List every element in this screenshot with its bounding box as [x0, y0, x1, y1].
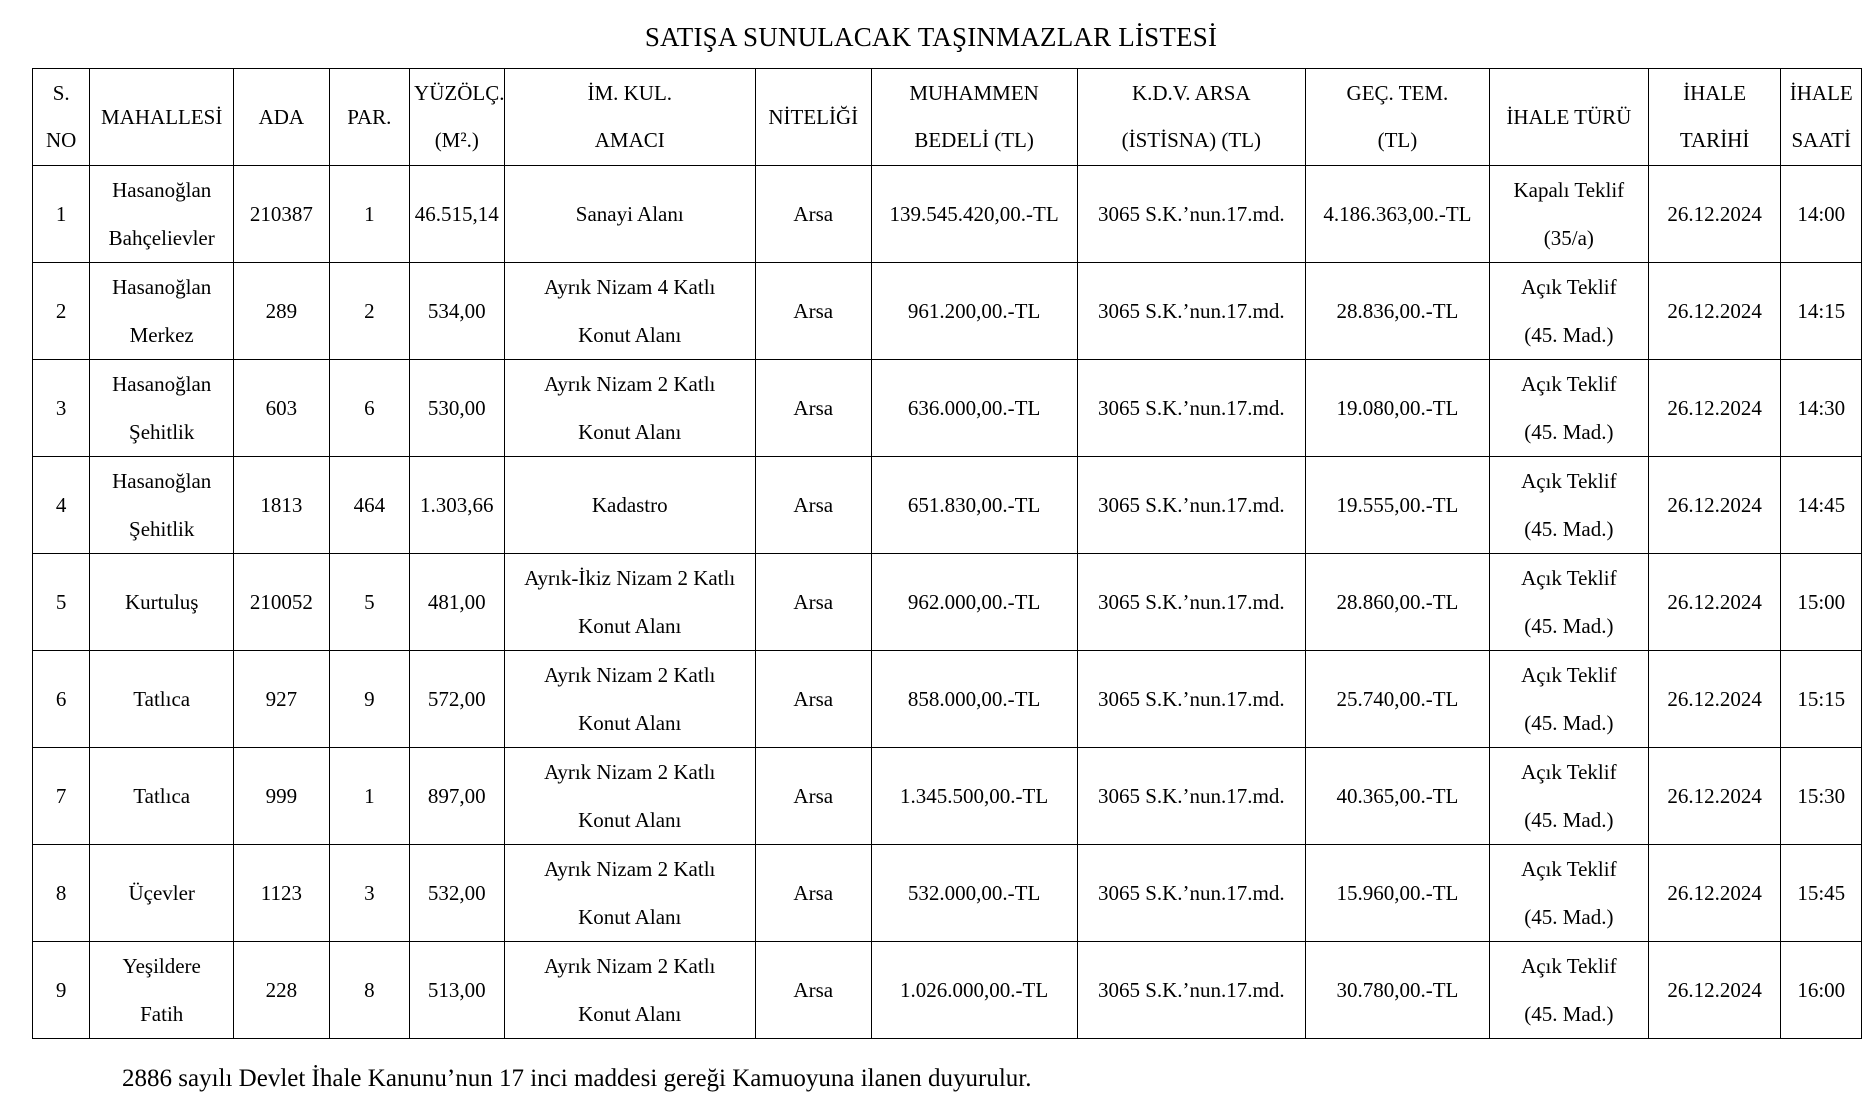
cell-mahallesi [90, 748, 234, 845]
cell-ihale-turu [1489, 457, 1648, 554]
cell-imar-amaci-line: Konut Alanı [578, 808, 682, 832]
header-text: İHALE TÜRÜ [1506, 104, 1632, 129]
cell-ihale-turu [1489, 263, 1648, 360]
cell-ihale-turu-line: (45. Mad.) [1524, 420, 1614, 444]
cell-gecici-teminat: 4.186.363,00.-TL [1305, 166, 1489, 263]
cell-mahallesi-line: Hasanoğlan [112, 275, 212, 299]
header-muhammen-bedeli [871, 69, 1077, 166]
cell-mahallesi-line: Yeşildere [122, 954, 201, 978]
cell-ihale-saati: 15:45 [1781, 845, 1862, 942]
cell-imar-amaci-line: Ayrık Nizam 4 Katlı [544, 275, 716, 299]
cell-parsel: 1 [329, 166, 409, 263]
cell-mahallesi-line: Kurtuluş [124, 590, 199, 614]
cell-ihale-tarihi: 26.12.2024 [1648, 748, 1781, 845]
cell-ihale-saati: 14:00 [1781, 166, 1862, 263]
cell-imar-amaci [504, 166, 755, 263]
header-text: ADA [258, 104, 305, 129]
header-text: (İSTİSNA) (TL) [1121, 128, 1261, 152]
header-mahallesi [90, 69, 234, 166]
cell-imar-amaci [504, 554, 755, 651]
cell-imar-amaci [504, 263, 755, 360]
cell-ihale-saati: 16:00 [1781, 942, 1862, 1039]
cell-gecici-teminat: 19.080,00.-TL [1305, 360, 1489, 457]
cell-gecici-teminat: 40.365,00.-TL [1305, 748, 1489, 845]
cell-ada: 228 [234, 942, 330, 1039]
cell-ada: 210387 [234, 166, 330, 263]
cell-imar-amaci-line: Ayrık Nizam 2 Katlı [544, 372, 716, 396]
cell-ihale-turu-line: (45. Mad.) [1524, 517, 1614, 541]
cell-kdv-arsa: 3065 S.K.’nun.17.md. [1077, 748, 1305, 845]
cell-ihale-saati: 15:00 [1781, 554, 1862, 651]
cell-kdv-arsa: 3065 S.K.’nun.17.md. [1077, 942, 1305, 1039]
table-row [33, 942, 1862, 1039]
cell-imar-amaci-line: Kadastro [591, 493, 668, 517]
cell-mahallesi [90, 651, 234, 748]
cell-mahallesi-line: Şehitlik [129, 517, 195, 541]
cell-ihale-tarihi: 26.12.2024 [1648, 457, 1781, 554]
cell-imar-amaci [504, 845, 755, 942]
cell-niteligi: Arsa [755, 942, 871, 1039]
cell-ihale-saati: 15:30 [1781, 748, 1862, 845]
cell-ihale-turu [1489, 554, 1648, 651]
cell-kdv-arsa: 3065 S.K.’nun.17.md. [1077, 360, 1305, 457]
cell-parsel: 8 [329, 942, 409, 1039]
cell-sira-no: 5 [33, 554, 90, 651]
cell-imar-amaci [504, 360, 755, 457]
table-row [33, 554, 1862, 651]
cell-mahallesi [90, 166, 234, 263]
cell-kdv-arsa: 3065 S.K.’nun.17.md. [1077, 457, 1305, 554]
cell-muhammen-bedeli: 636.000,00.-TL [871, 360, 1077, 457]
table-header-row [33, 69, 1862, 166]
cell-ihale-turu [1489, 942, 1648, 1039]
cell-mahallesi-line: Hasanoğlan [112, 178, 212, 202]
header-text: NİTELİĞİ [768, 104, 859, 129]
header-yuzolcum [410, 69, 505, 166]
cell-ada: 1813 [234, 457, 330, 554]
cell-yuzolcum: 530,00 [410, 360, 505, 457]
cell-gecici-teminat: 15.960,00.-TL [1305, 845, 1489, 942]
cell-ihale-tarihi: 26.12.2024 [1648, 166, 1781, 263]
cell-yuzolcum: 46.515,14 [410, 166, 505, 263]
cell-mahallesi-line: Hasanoğlan [112, 469, 212, 493]
header-text: PAR. [347, 104, 392, 129]
table-row [33, 651, 1862, 748]
header-text: MUHAMMEN [909, 81, 1039, 105]
cell-imar-amaci-line: Ayrık-İkiz Nizam 2 Katlı [524, 566, 736, 590]
header-ihale-saati [1781, 69, 1862, 166]
header-text: BEDELİ (TL) [914, 128, 1034, 152]
property-list-table [32, 68, 1862, 1039]
cell-muhammen-bedeli: 1.026.000,00.-TL [871, 942, 1077, 1039]
cell-sira-no: 8 [33, 845, 90, 942]
cell-sira-no: 1 [33, 166, 90, 263]
cell-imar-amaci-line: Ayrık Nizam 2 Katlı [544, 954, 716, 978]
cell-ihale-turu-line: (45. Mad.) [1524, 1002, 1614, 1026]
cell-yuzolcum: 1.303,66 [410, 457, 505, 554]
cell-gecici-teminat: 19.555,00.-TL [1305, 457, 1489, 554]
cell-imar-amaci-line: Konut Alanı [578, 905, 682, 929]
cell-parsel: 2 [329, 263, 409, 360]
cell-ihale-turu-line: Kapalı Teklif [1513, 178, 1625, 202]
cell-ihale-turu [1489, 166, 1648, 263]
cell-imar-amaci-line: Ayrık Nizam 2 Katlı [544, 857, 716, 881]
cell-sira-no: 4 [33, 457, 90, 554]
cell-ihale-tarihi: 26.12.2024 [1648, 554, 1781, 651]
cell-yuzolcum: 481,00 [410, 554, 505, 651]
header-text: İHALE [1789, 81, 1853, 105]
cell-mahallesi [90, 263, 234, 360]
cell-niteligi: Arsa [755, 360, 871, 457]
cell-parsel: 3 [329, 845, 409, 942]
cell-ada: 927 [234, 651, 330, 748]
header-kdv-arsa [1077, 69, 1305, 166]
table-row [33, 457, 1862, 554]
header-text: SAATİ [1791, 128, 1851, 152]
table-row [33, 845, 1862, 942]
cell-mahallesi-line: Üçevler [128, 881, 195, 905]
page-title: SATIŞA SUNULACAK TAŞINMAZLAR LİSTESİ [644, 22, 1218, 52]
cell-imar-amaci [504, 748, 755, 845]
cell-parsel: 9 [329, 651, 409, 748]
header-imar-amaci [504, 69, 755, 166]
cell-muhammen-bedeli: 858.000,00.-TL [871, 651, 1077, 748]
cell-yuzolcum: 532,00 [410, 845, 505, 942]
cell-niteligi: Arsa [755, 263, 871, 360]
cell-niteligi: Arsa [755, 651, 871, 748]
header-text: NO [45, 128, 77, 152]
cell-niteligi: Arsa [755, 457, 871, 554]
table-row [33, 360, 1862, 457]
cell-ihale-tarihi: 26.12.2024 [1648, 651, 1781, 748]
cell-imar-amaci [504, 457, 755, 554]
cell-ihale-saati: 14:45 [1781, 457, 1862, 554]
cell-sira-no: 9 [33, 942, 90, 1039]
cell-imar-amaci-line: Ayrık Nizam 2 Katlı [544, 663, 716, 687]
cell-ihale-turu-line: (45. Mad.) [1524, 614, 1614, 638]
cell-mahallesi-line: Tatlıca [133, 784, 191, 808]
cell-ihale-turu [1489, 360, 1648, 457]
cell-yuzolcum: 897,00 [410, 748, 505, 845]
cell-gecici-teminat: 28.860,00.-TL [1305, 554, 1489, 651]
header-text: K.D.V. ARSA [1131, 81, 1251, 105]
cell-niteligi: Arsa [755, 845, 871, 942]
cell-imar-amaci-line: Ayrık Nizam 2 Katlı [544, 760, 716, 784]
cell-niteligi: Arsa [755, 166, 871, 263]
cell-ihale-turu-line: Açık Teklif [1521, 275, 1617, 299]
cell-imar-amaci-line: Konut Alanı [578, 1002, 682, 1026]
cell-mahallesi-line: Hasanoğlan [112, 372, 212, 396]
cell-imar-amaci-line: Konut Alanı [578, 614, 682, 638]
cell-ihale-tarihi: 26.12.2024 [1648, 942, 1781, 1039]
cell-sira-no: 2 [33, 263, 90, 360]
cell-ihale-turu-line: Açık Teklif [1521, 663, 1617, 687]
cell-mahallesi [90, 457, 234, 554]
cell-niteligi: Arsa [755, 554, 871, 651]
cell-ihale-turu [1489, 651, 1648, 748]
cell-imar-amaci [504, 942, 755, 1039]
cell-ihale-turu-line: Açık Teklif [1521, 857, 1617, 881]
cell-mahallesi-line: Fatih [140, 1002, 184, 1026]
cell-ihale-turu-line: Açık Teklif [1521, 760, 1617, 784]
cell-mahallesi [90, 942, 234, 1039]
cell-muhammen-bedeli: 532.000,00.-TL [871, 845, 1077, 942]
cell-gecici-teminat: 30.780,00.-TL [1305, 942, 1489, 1039]
cell-mahallesi [90, 845, 234, 942]
header-ihale-tarihi [1648, 69, 1781, 166]
cell-parsel: 6 [329, 360, 409, 457]
header-ada [234, 69, 330, 166]
cell-muhammen-bedeli: 1.345.500,00.-TL [871, 748, 1077, 845]
cell-ada: 289 [234, 263, 330, 360]
cell-ihale-tarihi: 26.12.2024 [1648, 263, 1781, 360]
table-row [33, 263, 1862, 360]
table-row [33, 166, 1862, 263]
cell-ihale-saati: 14:30 [1781, 360, 1862, 457]
cell-parsel: 464 [329, 457, 409, 554]
cell-ihale-tarihi: 26.12.2024 [1648, 360, 1781, 457]
cell-mahallesi-line: Bahçelievler [108, 226, 215, 250]
cell-imar-amaci-line: Sanayi Alanı [575, 202, 684, 226]
header-ihale-turu [1489, 69, 1648, 166]
header-text: AMACI [594, 128, 665, 152]
cell-yuzolcum: 534,00 [410, 263, 505, 360]
header-text: YÜZÖLÇ. [414, 81, 505, 105]
cell-ihale-turu [1489, 845, 1648, 942]
cell-yuzolcum: 572,00 [410, 651, 505, 748]
table-body [33, 166, 1862, 1039]
cell-ada: 1123 [234, 845, 330, 942]
cell-ihale-turu-line: Açık Teklif [1521, 372, 1617, 396]
cell-ihale-turu [1489, 748, 1648, 845]
header-text: S. [52, 81, 70, 105]
cell-sira-no: 3 [33, 360, 90, 457]
cell-mahallesi-line: Şehitlik [129, 420, 195, 444]
cell-muhammen-bedeli: 962.000,00.-TL [871, 554, 1077, 651]
cell-niteligi: Arsa [755, 748, 871, 845]
header-text: (M².) [434, 128, 479, 152]
cell-ihale-saati: 15:15 [1781, 651, 1862, 748]
cell-muhammen-bedeli: 139.545.420,00.-TL [871, 166, 1077, 263]
cell-sira-no: 6 [33, 651, 90, 748]
header-text: İM. KUL. [587, 81, 673, 105]
header-text: TARİHİ [1679, 128, 1750, 152]
cell-ihale-turu-line: Açık Teklif [1521, 566, 1617, 590]
cell-mahallesi [90, 554, 234, 651]
header-niteligi [755, 69, 871, 166]
cell-sira-no: 7 [33, 748, 90, 845]
footer-note: 2886 sayılı Devlet İhale Kanunu’nun 17 inci maddesi gereği Kamuoyuna ilanen duyurulur. [122, 1065, 1032, 1092]
cell-imar-amaci-line: Konut Alanı [578, 420, 682, 444]
cell-gecici-teminat: 28.836,00.-TL [1305, 263, 1489, 360]
header-text: GEÇ. TEM. [1346, 81, 1449, 105]
header-text: (TL) [1377, 128, 1418, 152]
cell-yuzolcum: 513,00 [410, 942, 505, 1039]
cell-muhammen-bedeli: 651.830,00.-TL [871, 457, 1077, 554]
cell-kdv-arsa: 3065 S.K.’nun.17.md. [1077, 845, 1305, 942]
header-gecici-teminat [1305, 69, 1489, 166]
cell-ada: 999 [234, 748, 330, 845]
cell-parsel: 1 [329, 748, 409, 845]
cell-parsel: 5 [329, 554, 409, 651]
cell-muhammen-bedeli: 961.200,00.-TL [871, 263, 1077, 360]
header-parsel [329, 69, 409, 166]
cell-mahallesi [90, 360, 234, 457]
cell-ihale-turu-line: (35/a) [1543, 226, 1594, 250]
cell-ihale-saati: 14:15 [1781, 263, 1862, 360]
cell-kdv-arsa: 3065 S.K.’nun.17.md. [1077, 263, 1305, 360]
cell-ada: 603 [234, 360, 330, 457]
header-sira-no [33, 69, 90, 166]
cell-imar-amaci-line: Konut Alanı [578, 711, 682, 735]
cell-ada: 210052 [234, 554, 330, 651]
cell-ihale-turu-line: (45. Mad.) [1524, 323, 1614, 347]
header-text: MAHALLESİ [101, 104, 223, 129]
cell-imar-amaci-line: Konut Alanı [578, 323, 682, 347]
table-row [33, 748, 1862, 845]
cell-kdv-arsa: 3065 S.K.’nun.17.md. [1077, 651, 1305, 748]
cell-kdv-arsa: 3065 S.K.’nun.17.md. [1077, 554, 1305, 651]
cell-mahallesi-line: Merkez [129, 323, 194, 347]
cell-kdv-arsa: 3065 S.K.’nun.17.md. [1077, 166, 1305, 263]
cell-ihale-turu-line: (45. Mad.) [1524, 808, 1614, 832]
cell-ihale-turu-line: Açık Teklif [1521, 954, 1617, 978]
cell-imar-amaci [504, 651, 755, 748]
cell-gecici-teminat: 25.740,00.-TL [1305, 651, 1489, 748]
cell-mahallesi-line: Tatlıca [133, 687, 191, 711]
cell-ihale-turu-line: Açık Teklif [1521, 469, 1617, 493]
cell-ihale-turu-line: (45. Mad.) [1524, 905, 1614, 929]
cell-ihale-tarihi: 26.12.2024 [1648, 845, 1781, 942]
header-text: İHALE [1683, 81, 1747, 105]
cell-ihale-turu-line: (45. Mad.) [1524, 711, 1614, 735]
